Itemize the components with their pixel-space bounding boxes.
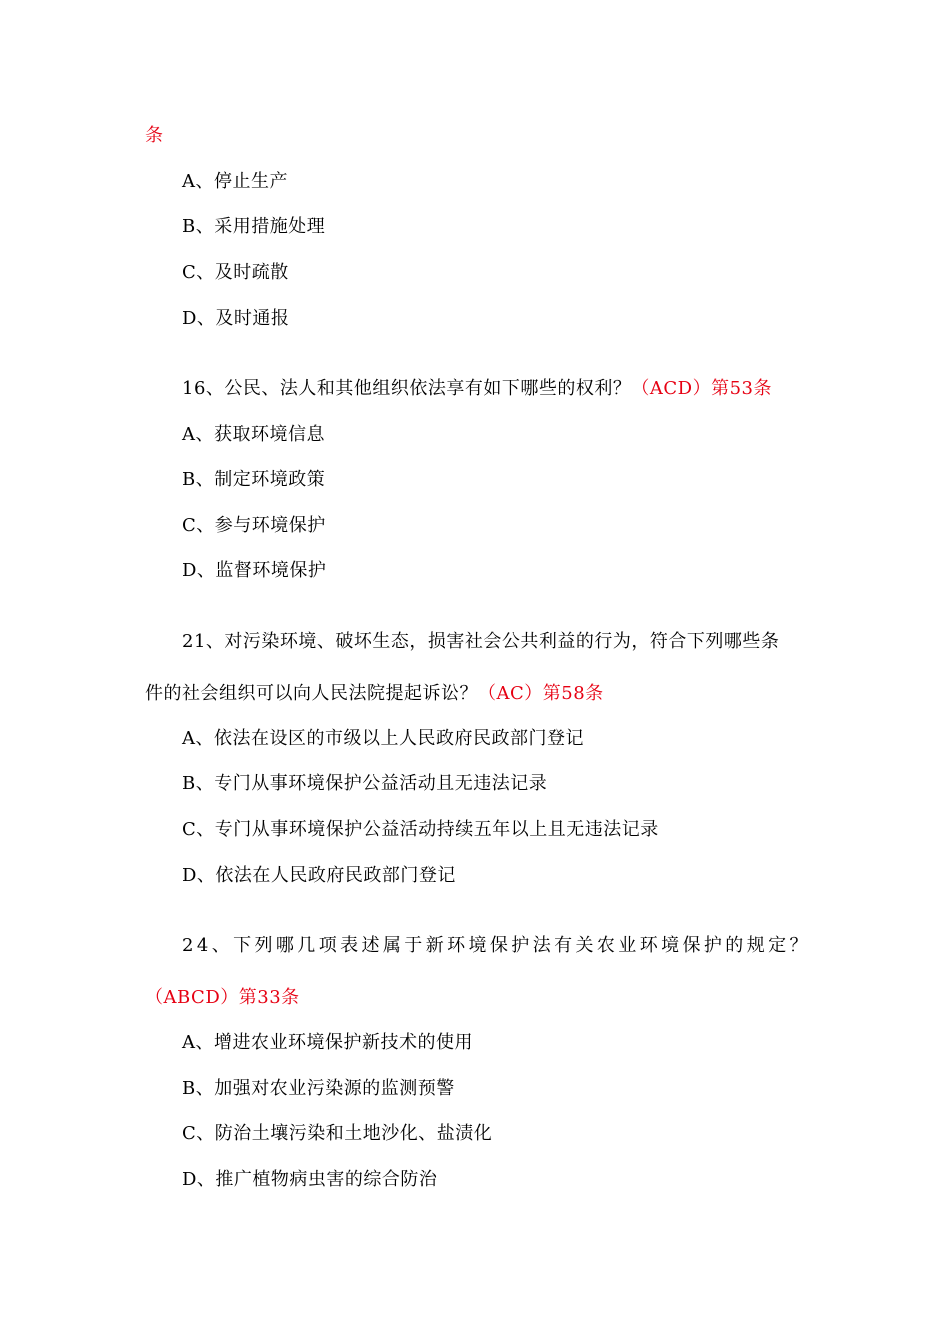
q16-option-b: B、制定环境政策 <box>182 469 326 490</box>
question-21-text: 件的社会组织可以向人民法院提起诉讼？ <box>145 683 478 704</box>
question-16-answer: （ACD）第53条 <box>631 378 773 399</box>
question-16-text: 16、公民、法人和其他组织依法享有如下哪些的权利？ <box>182 378 632 399</box>
prev-option-d: D、及时通报 <box>182 308 290 329</box>
prev-option-b: B、采用措施处理 <box>182 216 326 237</box>
question-21-line2 <box>145 682 604 706</box>
question-24-line1: 24、下列哪几项表述属于新环境保护法有关农业环境保护的规定？ <box>182 935 811 956</box>
prev-question-tail: 条 <box>145 125 164 146</box>
question-16 <box>182 377 772 401</box>
question-21-line1: 21、对污染环境、破坏生态，损害社会公共利益的行为，符合下列哪些条 <box>182 631 780 652</box>
q21-option-c: C、专门从事环境保护公益活动持续五年以上且无违法记录 <box>182 819 659 840</box>
question-21-answer: （AC）第58条 <box>478 683 604 704</box>
q21-option-d: D、依法在人民政府民政部门登记 <box>182 865 456 886</box>
prev-option-c: C、及时疏散 <box>182 262 289 283</box>
q16-option-a: A、获取环境信息 <box>182 424 325 445</box>
q16-option-d: D、监督环境保护 <box>182 560 327 581</box>
q24-option-c: C、防治土壤污染和土地沙化、盐渍化 <box>182 1123 493 1144</box>
q21-option-b: B、专门从事环境保护公益活动且无违法记录 <box>182 773 548 794</box>
q24-option-a: A、增进农业环境保护新技术的使用 <box>182 1032 473 1053</box>
question-24-answer: （ABCD）第33条 <box>145 987 300 1008</box>
q16-option-c: C、参与环境保护 <box>182 515 326 536</box>
q24-option-d: D、推广植物病虫害的综合防治 <box>182 1169 438 1190</box>
q24-option-b: B、加强对农业污染源的监测预警 <box>182 1078 455 1099</box>
prev-option-a: A、停止生产 <box>182 171 288 192</box>
q21-option-a: A、依法在设区的市级以上人民政府民政部门登记 <box>182 728 584 749</box>
